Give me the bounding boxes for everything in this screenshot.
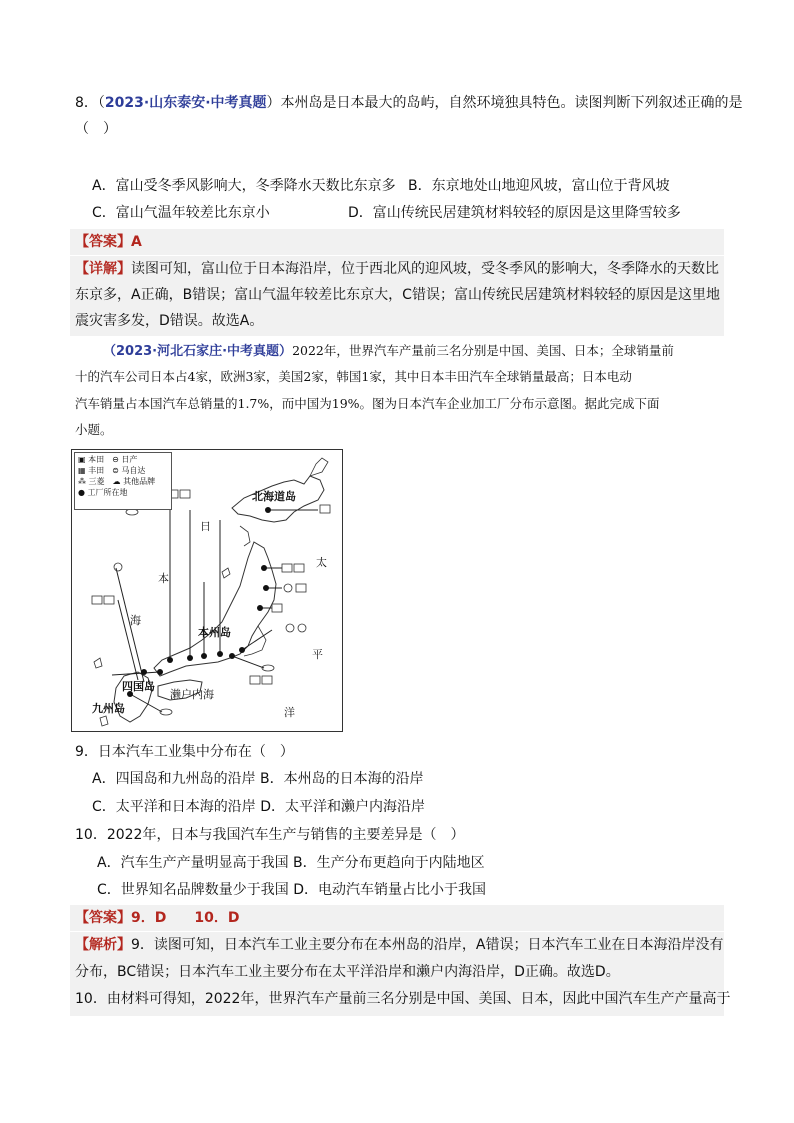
q8-paren: （ ） — [75, 121, 117, 137]
q10-options-ab: A．汽车生产产量明显高于我国 B．生产分布更趋向于内陆地区 — [97, 855, 485, 871]
label-sea-hai: 海 — [130, 614, 141, 627]
q9-options-ab: A．四国岛和九州岛的沿岸 B．本州岛的日本海的沿岸 — [92, 771, 424, 787]
q9-options-cd: C．太平洋和日本海的沿岸 D．太平洋和濑户内海沿岸 — [92, 799, 426, 815]
q8-explanation-line2: 东京多，A正确，B错误；富山气温年较差比东京大，C错误；富山传统民居建筑材料较轻的原因是这里地 — [75, 287, 720, 303]
q8-option-b: B．东京地处山地迎风坡，富山位于背风坡 — [408, 178, 670, 194]
label-shikoku: 四国岛 — [122, 680, 155, 693]
label-ocean-ping: 平 — [312, 648, 323, 661]
q8-explanation-line3: 震灾害多发，D错误。故选A。 — [75, 313, 264, 329]
label-ocean-tai: 太 — [316, 556, 327, 569]
label-hokkaido: 北海道岛 — [252, 490, 296, 503]
q9-10-explanation-line3: 10．由材料可得知，2022年，世界汽车产量前三名分别是中国、美国、日本，因此中国汽车生产产量高于 — [75, 991, 731, 1007]
honda-icon: ▣ — [78, 455, 86, 464]
q10-stem: 10．2022年，日本与我国汽车生产与销售的主要差异是（ ） — [75, 827, 465, 843]
q8-option-a: A．富山受冬季风影响大，冬季降水天数比东京多 — [92, 178, 396, 194]
passage-line2: 十的汽车公司日本占4家，欧洲3家，美国2家，韩国1家，其中日本丰田汽车全球销量最高；日本电动 — [75, 369, 632, 384]
q8-source: 2023·山东泰安·中考真题 — [104, 95, 267, 111]
map-legend: ▣ 本田 ⊖ 日产 ▦ 丰田 ⊜ 马自达 ⁂ 三菱 ☁ 其他品牌 ● 工厂所在地 — [74, 452, 172, 510]
q8-option-c: C．富山气温年较差比东京小 — [92, 205, 270, 221]
label-sea-ri: 日 — [200, 520, 211, 533]
q8-option-d: D．富山传统民居建筑材料较轻的原因是这里降雪较多 — [348, 205, 681, 221]
passage-line3: 汽车销量占本国汽车总销量的1.7%，而中国为19%。图为日本汽车企业加工厂分布示意图。据此完成下面 — [75, 396, 660, 411]
nissan-icon: ⊖ — [112, 455, 119, 464]
q10-options-cd: C．世界知名品牌数量少于我国 D．电动汽车销量占比小于我国 — [97, 882, 487, 898]
japan-car-factory-map — [71, 449, 343, 732]
other-brand-icon: ☁ — [112, 477, 121, 486]
q8-explanation-line1: 【详解】读图可知，富山位于日本海沿岸，位于西北风的迎风坡，受冬季风的影响大，冬季降水的天数比 — [75, 261, 719, 277]
toyota-icon: ▦ — [78, 466, 86, 475]
label-kyushu: 九州岛 — [92, 702, 125, 715]
q9-stem: 9．日本汽车工业集中分布在（ ） — [75, 744, 294, 760]
passage-line4: 小题。 — [75, 422, 113, 437]
q8-stem: 8．（2023·山东泰安·中考真题）本州岛是日本最大的岛屿，自然环境独具特色。读图判断下列叙述正确的是 — [75, 95, 743, 111]
label-setonaikai: 濑户内海 — [170, 688, 214, 701]
label-honshu: 本州岛 — [198, 626, 231, 639]
factory-dot-icon: ● — [78, 488, 85, 497]
passage-line1: （2023·河北石家庄·中考真题）2022年，世界汽车产量前三名分别是中国、美国、日本；全球销量前 — [103, 343, 674, 359]
q8-answer: 【答案】A — [75, 234, 142, 250]
q9-10-answer: 【答案】9．D 10．D — [75, 910, 240, 926]
mitsubishi-icon: ⁂ — [78, 477, 86, 486]
label-ocean-yang: 洋 — [284, 706, 295, 719]
mazda-icon: ⊜ — [112, 466, 119, 475]
answer-highlight — [70, 229, 724, 255]
q9-10-explanation-line2: 分布，BC错误；日本汽车工业主要分布在太平洋沿岸和濑户内海沿岸，D正确。故选D。 — [75, 964, 620, 980]
label-sea-ben: 本 — [158, 572, 169, 585]
q9-10-explanation-line1: 【解析】9．读图可知，日本汽车工业主要分布在本州岛的沿岸，A错误；日本汽车工业在日本海沿岸没有 — [75, 937, 724, 953]
